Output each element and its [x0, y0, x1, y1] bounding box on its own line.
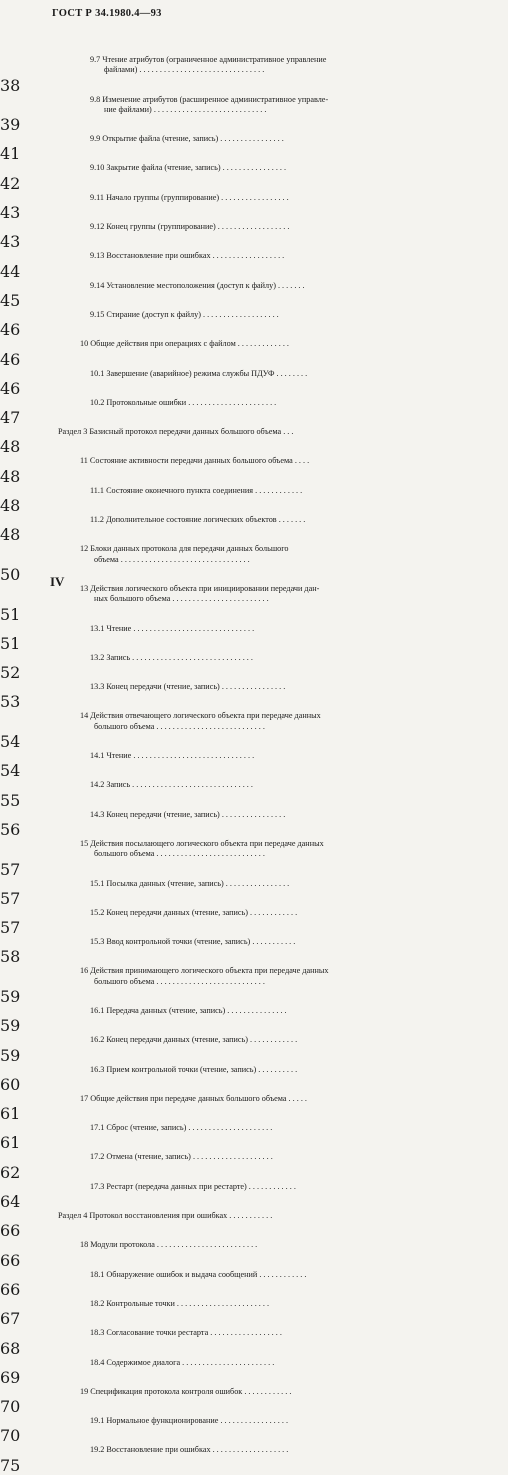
toc-entry-page: 48 — [0, 496, 21, 516]
toc-line — [0, 105, 465, 134]
toc-line — [0, 624, 465, 653]
toc-line — [0, 1445, 465, 1474]
toc-entry-text: 16 Действия принимающего логического объекта при передаче данных — [80, 966, 329, 976]
toc-entry-text: 14.1 Чтение . . . . . . . . . . . . . . . . . . . . . . . . . . . . . . — [90, 751, 255, 761]
toc-entry — [0, 515, 498, 525]
toc-entry — [0, 281, 498, 291]
toc-line — [0, 134, 465, 163]
toc-entry — [0, 486, 498, 496]
toc-entry-text: 11.2 Дополнительное состояние логических объектов . . . . . . . — [90, 515, 306, 525]
toc-entry-page: 60 — [0, 1074, 21, 1094]
toc-entry-page: 58 — [0, 947, 21, 967]
toc-entry-text: 9.14 Установление местоположения (доступ к файлу) . . . . . . . — [90, 280, 305, 290]
toc-entry-page: 54 — [0, 761, 21, 781]
toc-entry-page: 61 — [0, 1104, 21, 1124]
toc-entry-text: 9.9 Открытие файла (чтение, запись) . . . . . . . . . . . . . . . . — [90, 134, 284, 144]
toc-entry-page: 55 — [0, 790, 21, 810]
toc-entry — [0, 1270, 498, 1280]
toc-line — [0, 163, 465, 192]
toc-entry-page: 68 — [0, 1338, 21, 1358]
toc-entry-page: 59 — [0, 1016, 21, 1036]
toc-entry — [0, 1211, 464, 1221]
toc-line — [0, 1416, 465, 1445]
toc-line — [0, 810, 465, 839]
toc-entry — [0, 95, 498, 105]
toc-entry — [0, 1358, 498, 1368]
page-number: IV — [50, 574, 65, 589]
toc-entry-page: 44 — [0, 261, 21, 281]
toc-entry — [0, 134, 498, 144]
toc-entry-page: 43 — [0, 203, 21, 223]
toc-entry — [0, 810, 498, 820]
toc-entry — [0, 653, 498, 663]
toc-entry — [0, 456, 486, 466]
toc-entry-text: 16.1 Передача данных (чтение, запись) . . . . . . . . . . . . . . . — [90, 1005, 287, 1015]
toc-entry-text: 9.11 Начало группы (группирование) . . . . . . . . . . . . . . . . . — [90, 192, 289, 202]
toc-entry-page: 66 — [0, 1221, 21, 1241]
toc-entry — [0, 544, 486, 554]
toc-entry-text: объема . . . . . . . . . . . . . . . . . . . . . . . . . . . . . . . . — [94, 554, 250, 564]
toc-line — [0, 908, 465, 937]
toc-entry-text: большого объема . . . . . . . . . . . . . . . . . . . . . . . . . . . — [94, 721, 265, 731]
toc-entry-page: 62 — [0, 1162, 21, 1182]
toc-entry-text: 13 Действия логического объекта при инициировании передачи дан- — [80, 583, 320, 593]
toc-entry-text: 19.1 Нормальное функционирование . . . . . . . . . . . . . . . . . — [90, 1416, 289, 1426]
toc-entry-page: 67 — [0, 1309, 21, 1329]
toc-entry-text: 17.1 Сброс (чтение, запись) . . . . . . . . . . . . . . . . . . . . . — [90, 1123, 273, 1133]
toc-line — [0, 1270, 465, 1299]
toc-line — [0, 1035, 465, 1064]
toc-entry-page: 47 — [0, 408, 21, 428]
toc-line — [0, 1240, 465, 1269]
toc-entry-text: 9.10 Закрытие файла (чтение, запись) . . . . . . . . . . . . . . . . — [90, 163, 287, 173]
toc-entry-page: 70 — [0, 1397, 21, 1417]
toc-entry — [0, 849, 500, 859]
toc-line — [0, 398, 465, 427]
toc-entry-text: 15.2 Конец передачи данных (чтение, запись) . . . . . . . . . . . . — [90, 907, 298, 917]
toc-entry-text: 10.2 Протокольные ошибки . . . . . . . . . . . . . . . . . . . . . . — [90, 397, 277, 407]
toc-line — [0, 1211, 465, 1240]
toc-entry-text: 18.1 Обнаружение ошибок и выдача сообщений . . . . . . . . . . . . — [90, 1269, 307, 1279]
toc-entry — [0, 1328, 498, 1338]
toc-entry-page: 45 — [0, 290, 21, 310]
toc-line — [0, 711, 465, 721]
toc-entry-text: 13.1 Чтение . . . . . . . . . . . . . . . . . . . . . . . . . . . . . . — [90, 623, 255, 633]
toc-entry — [0, 977, 500, 987]
toc-entry-text: ных большого объема . . . . . . . . . . . . . . . . . . . . . . . . — [94, 594, 269, 604]
toc-line — [0, 1123, 465, 1152]
toc-entry — [0, 682, 498, 692]
toc-entry-text: 19.2 Восстановление при ошибках . . . . . . . . . . . . . . . . . . . — [90, 1445, 289, 1455]
toc-entry-page: 38 — [0, 75, 21, 95]
toc-line — [0, 339, 465, 368]
toc-entry — [0, 1123, 498, 1133]
toc-entry — [0, 839, 486, 849]
toc-entry-text: большого объема . . . . . . . . . . . . . . . . . . . . . . . . . . . — [94, 976, 265, 986]
toc-entry — [0, 193, 498, 203]
toc-entry-text: 14 Действия отвечающего логического объекта при передаче данных — [80, 711, 321, 721]
toc-line — [0, 966, 465, 976]
toc-entry-text: 15 Действия посылающего логического объекта при передаче данных — [80, 838, 324, 848]
toc-entry-page: 57 — [0, 918, 21, 938]
toc-entry — [0, 163, 498, 173]
toc-line — [0, 780, 465, 809]
toc-line — [0, 879, 465, 908]
toc-entry-text: 18.3 Согласование точки рестарта . . . . . . . . . . . . . . . . . . — [90, 1328, 282, 1338]
toc-entry — [0, 722, 500, 732]
toc-entry — [0, 251, 498, 261]
toc-entry-page: 46 — [0, 349, 21, 369]
toc-line — [0, 1299, 465, 1328]
toc-entry-text: 9.12 Конец группы (группирование) . . . . . . . . . . . . . . . . . . — [90, 222, 290, 232]
toc-entry — [0, 711, 486, 721]
page-header: ГОСТ Р 34.1980.4—93 — [52, 8, 162, 19]
toc-line — [0, 193, 465, 222]
toc-entry — [0, 369, 498, 379]
toc-line — [0, 682, 465, 711]
toc-entry — [0, 105, 508, 115]
toc-line — [0, 584, 465, 594]
toc-entry-text: 13.2 Запись . . . . . . . . . . . . . . . . . . . . . . . . . . . . . . — [90, 652, 253, 662]
toc-line — [0, 751, 465, 780]
toc-entry — [0, 584, 486, 594]
toc-line — [0, 1065, 465, 1094]
toc-entry-text: 16.3 Прием контрольной точки (чтение, запись) . . . . . . . . . . — [90, 1064, 298, 1074]
toc-line — [0, 1358, 465, 1387]
toc-entry — [0, 780, 498, 790]
toc-line — [0, 1387, 465, 1416]
toc-entry-page: 51 — [0, 633, 21, 653]
toc-entry-page: 66 — [0, 1250, 21, 1270]
toc-entry-page: 51 — [0, 604, 21, 624]
toc-entry — [0, 1182, 498, 1192]
toc-entry-text: 12 Блоки данных протокола для передачи данных большого — [80, 544, 289, 554]
toc-line — [0, 1152, 465, 1181]
toc-line — [0, 722, 465, 751]
toc-entry-page: 64 — [0, 1192, 21, 1212]
toc-entry-text: Раздел 4 Протокол восстановления при ошибках . . . . . . . . . . . — [58, 1211, 273, 1221]
toc-entry-text: 11 Состояние активности передачи данных большого объема . . . . — [80, 456, 310, 466]
toc-entry-text: 18.2 Контрольные точки . . . . . . . . . . . . . . . . . . . . . . . — [90, 1298, 270, 1308]
toc-entry-text: 9.15 Стирание (доступ к файлу) . . . . . . . . . . . . . . . . . . . — [90, 309, 279, 319]
toc-line — [0, 1006, 465, 1035]
toc-entry-page: 43 — [0, 232, 21, 252]
toc-entry — [0, 65, 508, 75]
toc-entry — [0, 222, 498, 232]
toc-line — [0, 95, 465, 105]
toc-entry-text: 18 Модули протокола . . . . . . . . . . . . . . . . . . . . . . . . . — [80, 1240, 258, 1250]
toc-entry-text: 16.2 Конец передачи данных (чтение, запись) . . . . . . . . . . . . — [90, 1035, 298, 1045]
toc-entry-page: 39 — [0, 115, 21, 135]
toc-line — [0, 839, 465, 849]
toc-entry-page: 48 — [0, 466, 21, 486]
toc-line — [0, 977, 465, 1006]
toc-entry-text: Раздел 3 Базисный протокол передачи данных большого объема . . . — [58, 427, 294, 437]
toc-entry — [0, 1006, 498, 1016]
toc-line — [0, 427, 465, 456]
toc-entry-text: 17 Общие действия при передаче данных большого объема . . . . . — [80, 1093, 307, 1103]
toc-entry-text: 10.1 Завершение (аварийное) режима службы ПДУФ . . . . . . . . — [90, 368, 308, 378]
toc-entry-text: файлами) . . . . . . . . . . . . . . . . . . . . . . . . . . . . . . . — [104, 65, 265, 75]
toc-entry-page: 53 — [0, 692, 21, 712]
toc-entry-page: 46 — [0, 378, 21, 398]
toc-entry — [0, 751, 498, 761]
toc-entry — [0, 1065, 498, 1075]
toc-line — [0, 486, 465, 515]
toc-entry-text: 17.3 Рестарт (передача данных при рестарте) . . . . . . . . . . . . — [90, 1181, 296, 1191]
toc-entry-text: 18.4 Содержимое диалога . . . . . . . . . . . . . . . . . . . . . . . — [90, 1357, 275, 1367]
toc-entry — [0, 1299, 498, 1309]
toc-entry — [0, 55, 498, 65]
toc-entry-text: 9.8 Изменение атрибутов (расширенное административное управле- — [90, 94, 329, 104]
toc-entry — [0, 1387, 486, 1397]
toc-line — [0, 222, 465, 251]
toc-entry-text: 15.3 Ввод контрольной точки (чтение, запись) . . . . . . . . . . . — [90, 937, 296, 947]
toc-entry-page: 41 — [0, 144, 21, 164]
toc-line — [0, 515, 465, 544]
toc-line — [0, 1094, 465, 1123]
toc-entry-page: 48 — [0, 525, 21, 545]
toc-entry — [0, 398, 498, 408]
toc-line — [0, 1328, 465, 1357]
toc-entry-page: 75 — [0, 1455, 21, 1475]
toc-entry-page: 48 — [0, 437, 21, 457]
toc-entry-page: 57 — [0, 859, 21, 879]
toc-entry-text: 17.2 Отмена (чтение, запись) . . . . . . . . . . . . . . . . . . . . — [90, 1152, 273, 1162]
toc-line — [0, 369, 465, 398]
table-of-contents — [0, 55, 465, 1475]
toc-entry — [0, 1445, 498, 1455]
toc-entry-page: 46 — [0, 320, 21, 340]
toc-line — [0, 594, 465, 623]
toc-line — [0, 281, 465, 310]
toc-entry — [0, 1416, 498, 1426]
toc-entry — [0, 966, 486, 976]
toc-entry-text: 19 Спецификация протокола контроля ошибок . . . . . . . . . . . . — [80, 1386, 292, 1396]
toc-entry — [0, 1152, 498, 1162]
toc-entry-text: 9.7 Чтение атрибутов (ограниченное административное управление — [90, 55, 327, 64]
toc-entry-page: 42 — [0, 173, 21, 193]
toc-line — [0, 653, 465, 682]
toc-entry-page: 66 — [0, 1279, 21, 1299]
toc-entry-page: 56 — [0, 819, 21, 839]
toc-entry-page: 59 — [0, 1045, 21, 1065]
toc-entry-page: 52 — [0, 663, 21, 683]
toc-entry — [0, 908, 498, 918]
toc-entry — [0, 1240, 486, 1250]
toc-entry-text: 11.1 Состояние оконечного пункта соединения . . . . . . . . . . . . — [90, 485, 303, 495]
toc-entry-text: 10 Общие действия при операциях с файлом . . . . . . . . . . . . . — [80, 339, 289, 349]
toc-line — [0, 456, 465, 485]
toc-line — [0, 310, 465, 339]
toc-entry-text: 15.1 Посылка данных (чтение, запись) . . . . . . . . . . . . . . . . — [90, 878, 290, 888]
toc-entry — [0, 555, 500, 565]
toc-entry — [0, 1035, 498, 1045]
toc-line — [0, 849, 465, 878]
toc-entry — [0, 310, 498, 320]
toc-line — [0, 555, 465, 584]
toc-entry — [0, 594, 500, 604]
toc-entry-page: 70 — [0, 1426, 21, 1446]
toc-entry-text: 13.3 Конец передачи (чтение, запись) . . . . . . . . . . . . . . . . — [90, 682, 286, 692]
toc-line — [0, 251, 465, 280]
toc-entry — [0, 879, 498, 889]
toc-entry-page: 57 — [0, 888, 21, 908]
toc-entry — [0, 1094, 486, 1104]
toc-entry-text: 14.3 Конец передачи (чтение, запись) . . . . . . . . . . . . . . . . — [90, 809, 286, 819]
toc-entry-page: 61 — [0, 1133, 21, 1153]
toc-line — [0, 544, 465, 554]
toc-line — [0, 65, 465, 94]
toc-entry-page: 69 — [0, 1367, 21, 1387]
toc-entry — [0, 937, 498, 947]
toc-line — [0, 937, 465, 966]
toc-line — [0, 55, 465, 65]
toc-entry-page: 59 — [0, 986, 21, 1006]
toc-entry — [0, 427, 464, 437]
toc-entry-text: 9.13 Восстановление при ошибках . . . . . . . . . . . . . . . . . . — [90, 251, 285, 261]
toc-entry-page: 50 — [0, 564, 21, 584]
toc-entry-text: ние файлами) . . . . . . . . . . . . . . . . . . . . . . . . . . . . — [104, 104, 267, 114]
toc-entry — [0, 624, 498, 634]
toc-entry — [0, 339, 486, 349]
toc-line — [0, 1182, 465, 1211]
toc-entry-text: большого объема . . . . . . . . . . . . . . . . . . . . . . . . . . . — [94, 849, 265, 859]
toc-entry-page: 54 — [0, 732, 21, 752]
toc-entry-text: 14.2 Запись . . . . . . . . . . . . . . . . . . . . . . . . . . . . . . — [90, 780, 253, 790]
